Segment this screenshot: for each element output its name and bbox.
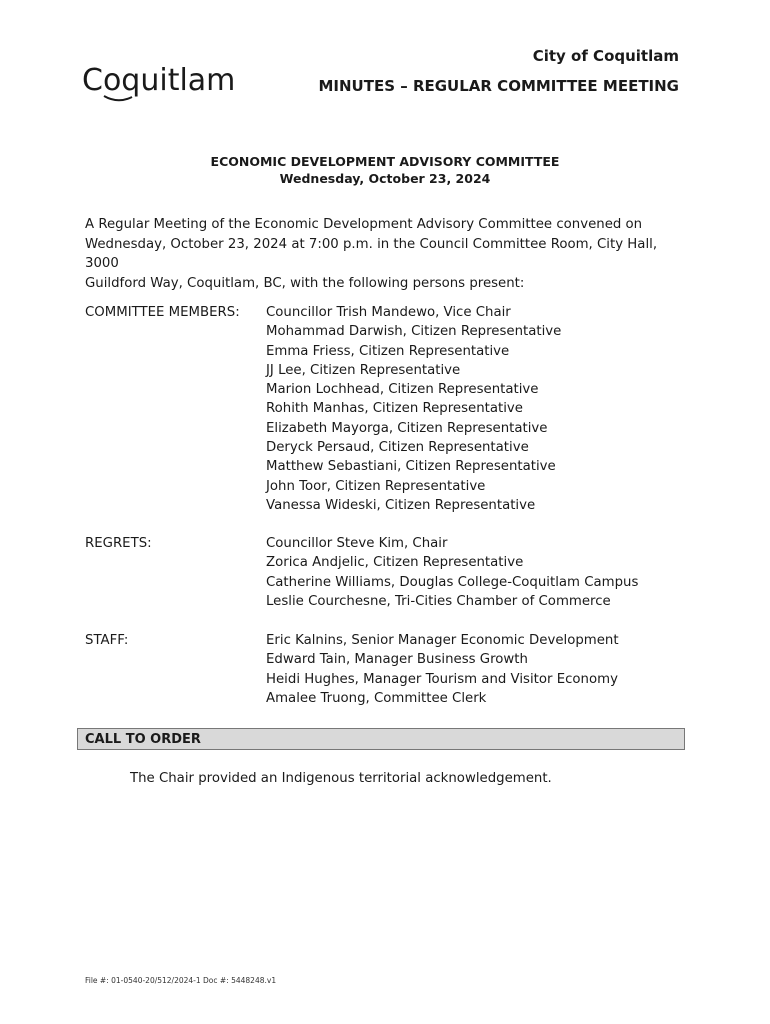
list-item: Zorica Andjelic, Citizen Representative — [266, 555, 524, 571]
regrets-list — [266, 534, 686, 611]
list-item: Councillor Steve Kim, Chair — [266, 536, 448, 551]
staff-list — [266, 631, 686, 708]
list-item: Marion Lochhead, Citizen Representative — [266, 382, 539, 398]
coquitlam-logo — [82, 60, 242, 106]
list-item: Heidi Hughes, Manager Tourism and Visitor Economy — [266, 671, 618, 687]
call-to-order-heading: CALL TO ORDER — [85, 732, 201, 747]
list-item: Catherine Williams, Douglas College-Coquitlam Campus — [266, 574, 639, 590]
organization-name: City of Coquitlam — [532, 47, 679, 65]
file-reference: File #: 01-0540-20/512/2024-1 Doc #: 5448248.v1 — [85, 976, 277, 985]
intro-line: Wednesday, October 23, 2024 at 7:00 p.m. in the Council Committee Room, City Hall, 3000 — [85, 236, 658, 271]
list-item: Elizabeth Mayorga, Citizen Representative — [266, 420, 548, 436]
committee-members-label: COMMITTEE MEMBERS: — [85, 305, 240, 320]
document-type: MINUTES – REGULAR COMMITTEE MEETING — [318, 77, 679, 95]
list-item: Emma Friess, Citizen Representative — [266, 343, 510, 359]
regrets-label: REGRETS: — [85, 536, 152, 551]
intro-paragraph — [85, 215, 685, 293]
call-to-order-text: The Chair provided an Indigenous territorial acknowledgement. — [130, 771, 552, 786]
meeting-title — [0, 153, 770, 187]
list-item: JJ Lee, Citizen Representative — [266, 362, 461, 378]
intro-line: Guildford Way, Coquitlam, BC, with the following persons present: — [85, 275, 525, 291]
logo-wordmark: Coquitlam — [82, 63, 236, 98]
list-item: Deryck Persaud, Citizen Representative — [266, 440, 529, 456]
list-item: John Toor, Citizen Representative — [266, 478, 486, 494]
committee-members-list — [266, 303, 686, 515]
list-item: Vanessa Wideski, Citizen Representative — [266, 497, 536, 513]
call-to-order-heading-bar — [77, 728, 685, 750]
list-item: Councillor Trish Mandewo, Vice Chair — [266, 305, 511, 320]
list-item: Mohammad Darwish, Citizen Representative — [266, 324, 562, 340]
list-item: Eric Kalnins, Senior Manager Economic Development — [266, 633, 619, 648]
meeting-date: Wednesday, October 23, 2024 — [279, 171, 491, 186]
list-item: Matthew Sebastiani, Citizen Representative — [266, 459, 556, 475]
list-item: Edward Tain, Manager Business Growth — [266, 652, 528, 668]
committee-name: ECONOMIC DEVELOPMENT ADVISORY COMMITTEE — [210, 154, 560, 169]
list-item: Leslie Courchesne, Tri-Cities Chamber of Commerce — [266, 593, 611, 609]
intro-line: A Regular Meeting of the Economic Development Advisory Committee convened on — [85, 217, 643, 232]
staff-label: STAFF: — [85, 633, 129, 648]
list-item: Amalee Truong, Committee Clerk — [266, 690, 487, 706]
list-item: Rohith Manhas, Citizen Representative — [266, 401, 523, 417]
